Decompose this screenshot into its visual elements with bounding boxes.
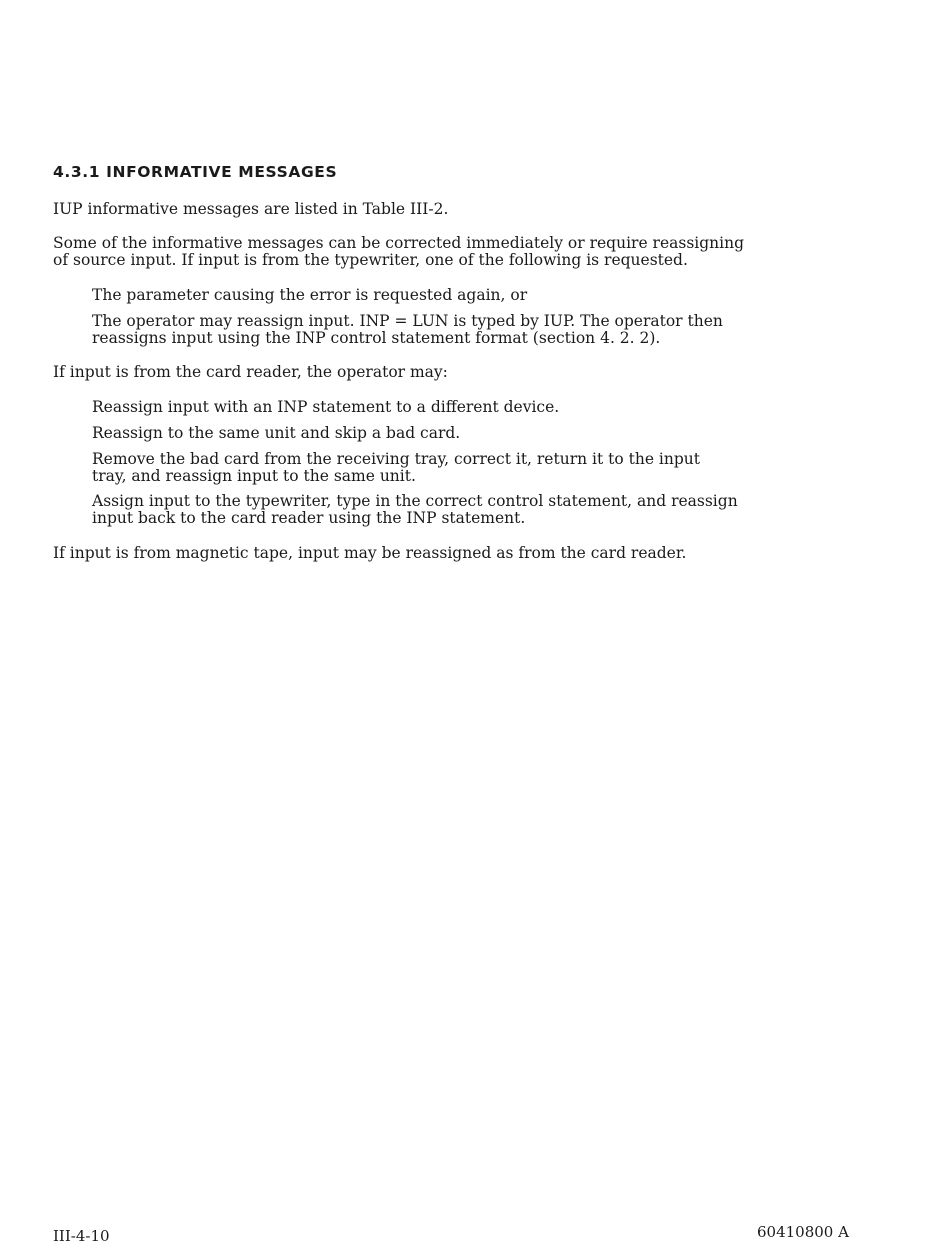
section-heading: 4.3.1 INFORMATIVE MESSAGES xyxy=(53,163,338,181)
correction-paragraph xyxy=(53,235,744,269)
card-item-2 xyxy=(92,425,460,442)
card-item-1 xyxy=(92,399,559,416)
correction-line-1: Some of the informative messages can be corrected immediately or require reassigning xyxy=(53,234,745,252)
typewriter-item-1 xyxy=(92,287,527,304)
card-item-4-line-1: Assign input to the typewriter, type in the correct control statement, and reassign xyxy=(92,492,738,510)
typewriter-item-2-line-1: The operator may reassign input. INP = LUN is typed by IUP. The operator then xyxy=(92,312,723,330)
typewriter-item-2-line-2: reassigns input using the INP control statement format (section 4. 2. 2). xyxy=(92,329,661,347)
typewriter-item-2 xyxy=(92,313,723,347)
intro-paragraph xyxy=(53,201,448,218)
card-item-3-line-2: tray, and reassign input to the same unit. xyxy=(92,467,416,485)
card-item-3 xyxy=(92,451,700,485)
document-number: 60410800 A xyxy=(757,1223,849,1241)
intro-line: IUP informative messages are listed in Table III-2. xyxy=(53,200,449,218)
card-item-1-line: Reassign input with an INP statement to a different device. xyxy=(92,398,560,416)
card-item-3-line-1: Remove the bad card from the receiving tray, correct it, return it to the input xyxy=(92,450,700,468)
page-number: III-4-10 xyxy=(53,1227,110,1245)
typewriter-item-1-line: The parameter causing the error is requested again, or xyxy=(92,286,528,304)
card-reader-intro xyxy=(53,364,448,381)
card-item-4 xyxy=(92,493,738,527)
card-item-2-line: Reassign to the same unit and skip a bad card. xyxy=(92,424,461,442)
magnetic-tape-paragraph xyxy=(53,545,687,562)
correction-line-2: of source input. If input is from the typewriter, one of the following is requested. xyxy=(53,251,688,269)
card-reader-intro-line: If input is from the card reader, the operator may: xyxy=(53,363,448,381)
magnetic-tape-line: If input is from magnetic tape, input may be reassigned as from the card reader. xyxy=(53,544,687,562)
card-item-4-line-2: input back to the card reader using the INP statement. xyxy=(92,509,526,527)
